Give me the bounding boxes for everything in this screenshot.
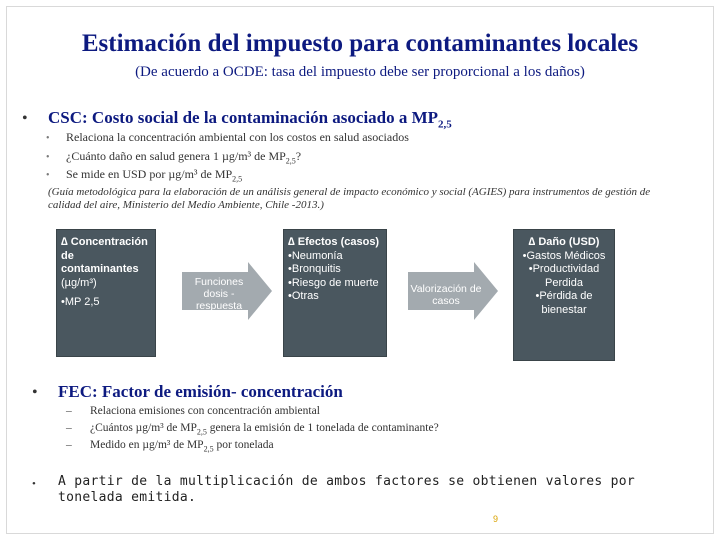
effects-title: ∆ Efectos (casos) — [288, 236, 380, 248]
conclusion-text: A partir de la multiplicación de ambos factores se obtienen valores por tonelada emitida. — [58, 474, 635, 505]
concentration-title: ∆ Concentración de contaminantes — [61, 236, 148, 275]
csc-item-3: • Se mide en USD por µg/m³ de $MP_{2,5}$ — [46, 167, 243, 184]
damage-item: •Productividad Perdida — [528, 263, 600, 289]
page-number: 9 — [493, 514, 499, 524]
effects-item: •Riesgo de muerte — [288, 276, 379, 289]
damage-box — [513, 229, 615, 361]
damage-item: •Gastos Médicos — [522, 249, 606, 262]
methodology-reference: (Guía metodológica para la elaboración de un análisis general de impacto económico y social (AGIES) para instrumentos de gestión de calidad del aire, Ministerio del Medio Ambiente, Chile -2013.) — [48, 186, 651, 211]
slide-title: Estimación del impuesto para contaminantes locales — [81, 30, 639, 57]
effects-item: •Otras — [288, 290, 319, 302]
dose-response-label: Funciones dosis - respuesta — [194, 276, 244, 312]
valuation-label: Valorización de casos — [410, 283, 482, 307]
effects-box — [283, 229, 387, 357]
csc-bullet: • — [22, 110, 28, 127]
effects-item: •Bronquitis — [288, 263, 341, 275]
fec-item-2: – ¿Cuántos µg/m³ de $MP_{2,5}$ genera la emisión de 1 tonelada de contaminante? — [66, 422, 439, 437]
damage-title: ∆ Daño (USD) — [528, 236, 600, 248]
csc-item-2: • ¿Cuánto daño en salud genera 1 µg/m³ de $MP_{2,5}$? — [46, 149, 302, 166]
fec-heading: FEC: Factor de emisión- concentración — [58, 382, 343, 401]
fec-item-3: – Medido en µg/m³ de $MP_{2,5}$ por tonelada — [66, 439, 274, 454]
concentration-item: •MP 2,5 — [61, 296, 100, 308]
effects-item: •Neumonía — [288, 249, 343, 262]
csc-item-1: • Relaciona la concentración ambiental con los costos en salud asociados — [46, 130, 409, 144]
fec-bullet: • — [32, 384, 38, 401]
concentration-box — [56, 229, 156, 357]
slide-subtitle: (De acuerdo a OCDE: tasa del impuesto debe ser proporcional a los daños) — [135, 64, 585, 80]
csc-heading: CSC: Costo social de la contaminación asociado a $MP_{2,5}$ — [48, 108, 452, 131]
damage-item: •Pérdida de bienestar — [535, 290, 593, 316]
conclusion-bullet: • — [32, 478, 36, 490]
fec-item-1: – Relaciona emisiones con concentración ambiental — [66, 405, 320, 417]
concentration-unit: (µg/m³) — [61, 276, 97, 289]
